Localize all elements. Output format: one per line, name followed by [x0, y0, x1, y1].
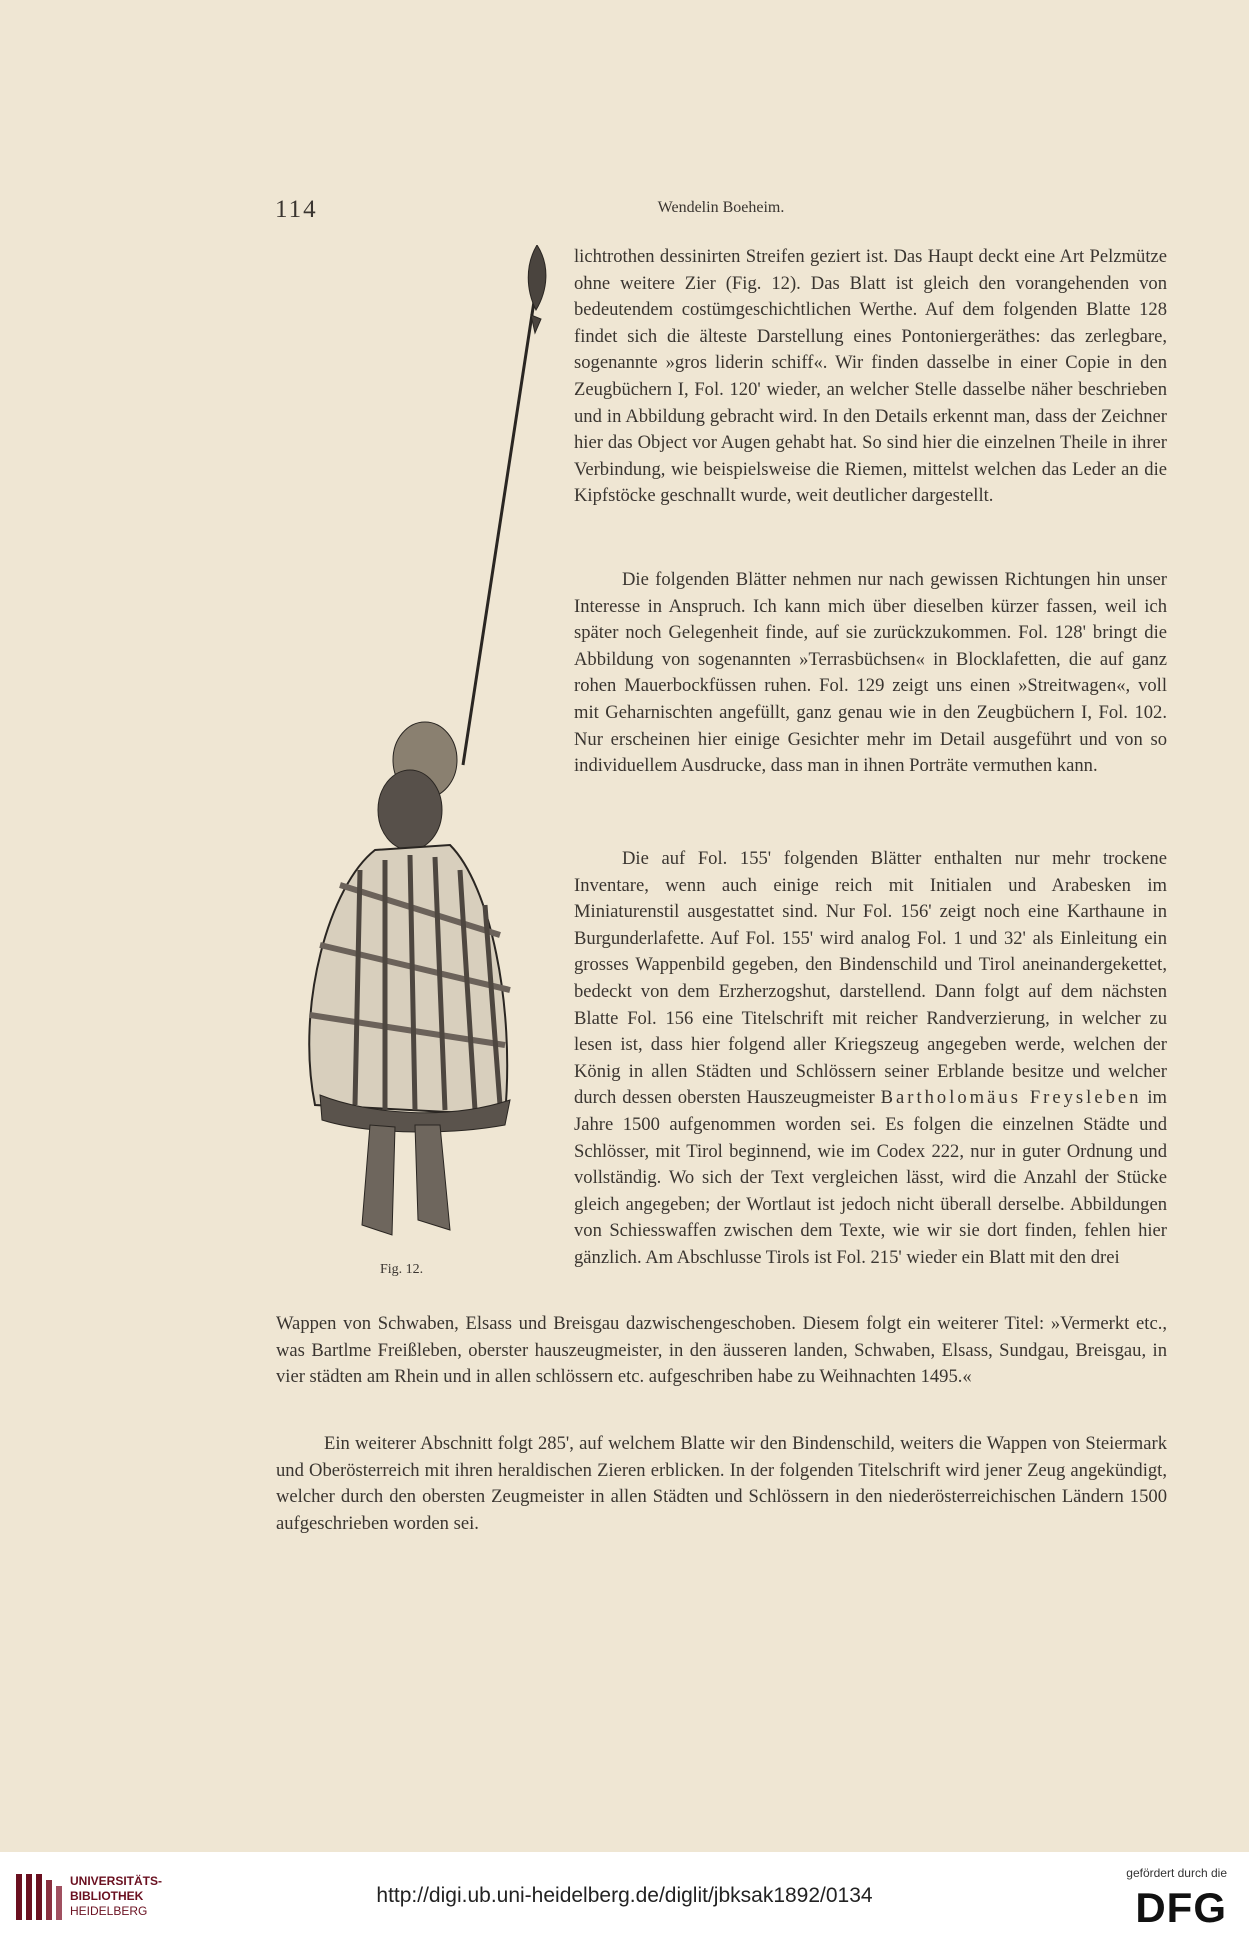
paragraph-3	[574, 846, 1167, 1272]
permalink-url[interactable]: http://digi.ub.uni-heidelberg.de/diglit/jbksak1892/0134	[376, 1884, 873, 1907]
paragraph-1: lichtrothen dessinirten Streifen geziert ist. Das Haupt deckt eine Art Pelzmütze ohne weitere Zier (Fig. 12). Das Blatt ist gleich den vorangehenden von bedeutendem costümgeschichtlichen Werthe. Auf dem folgenden Blatte 128 findet sich die älteste Darstellung eines Pontoniergeräthes: das zerlegbare, sogenannte »gros liderin schiff«. Wir finden dasselbe in einer Copie in den Zeugbüchern I, Fol. 120' wieder, an welcher Stelle dasselbe näher beschrieben und in Abbildung gebracht wird. In den Details erkennt man, dass der Zeichner hier das Object vor Augen gehabt hat. So sind hier die einzelnen Theile in ihrer Verbindung, wie beispielsweise die Riemen, mittelst welchen das Leder an die Kipfstöcke geschnallt wurde, weit deutlicher dargestellt.	[574, 246, 1167, 507]
library-name-line-2: BIBLIOTHEK	[70, 1889, 144, 1903]
footer-bar	[0, 1852, 1249, 1940]
running-title: Wendelin Boeheim.	[657, 199, 785, 216]
library-name-line-3: HEIDELBERG	[70, 1904, 148, 1918]
figure-caption: Fig. 12.	[380, 1262, 424, 1277]
paragraph-3-text-b: im Jahre 1500 aufgenommen worden sei. Es folgen die einzelnen Städte und Schlösser, mit Tirol beginnend, wie im Codex 222, nur in guter Ordnung und vollständig. Wo sich der Text vergleichen lässt, wird die Anzahl der Stücke gleich angegeben; der Wortlaut ist jedoch nicht überall derselbe. Abbildungen von Schiesswaffen zwischen dem Texte, wie wir sie dort finden, fehlen hier gänzlich. Am Abschlusse Tirols ist Fol. 215' wieder ein Blatt mit den drei	[574, 1087, 1167, 1268]
paragraph-3-continued: Wappen von Schwaben, Elsass und Breisgau dazwischengeschoben. Diesem folgt ein weiterer Titel: »Vermerkt etc., was Bartlme Freißleben, oberster hauszeugmeister, in den äusseren landen, Schwaben, Elsass, Sundgau, Breisgau, in vier städten am Rhein und in allen schlössern etc. aufgeschriben habe zu Weihnachten 1495.«	[276, 1313, 1167, 1388]
person-name: Bartholomäus Freysleben	[880, 1087, 1142, 1109]
funding-label: gefördert durch die	[1126, 1866, 1227, 1880]
paragraph-2: Die folgenden Blätter nehmen nur nach gewissen Richtungen hin unser Interesse in Anspruch. Ich kann mich über dieselben kürzer fassen, weil ich später noch Gelegenheit finde, auf sie zurückzukommen. Fol. 128' bringt die Abbildung von sogenannten »Terrasbüchsen« in Blocklafetten, die auf ganz rohen Mauerbockfüssen ruhen. Fol. 129 zeigt uns einen »Streitwagen«, voll mit Geharnischten angefüllt, ganz genau wie in den Zeugbüchern I, Fol. 102. Nur erscheinen hier einige Gesichter mehr im Detail ausgeführt und von so individuellem Ausdrucke, dass man in ihnen Porträte vermuthen kann.	[574, 569, 1167, 777]
paragraph-3-text-a: Die auf Fol. 155' folgenden Blätter enthalten nur mehr trockene Inventare, wenn auch einige reich mit Initialen und Arabesken im Miniaturenstil ausgestattet sind. Nur Fol. 156' zeigt noch eine Karthaune in Burgunderlafette. Auf Fol. 155' wird analog Fol. 1 und 32' als Einleitung ein grosses Wappenbild gegeben, den Bindenschild und Tirol aneinandergekettet, bedeckt von dem Erzherzogshut, darstellend. Dann folgt auf dem nächsten Blatte Fol. 156 eine Titelschrift mit reicher Randverzierung, in welcher zu lesen ist, dass hier folgend aller Kriegszeug angegeben werde, welchen der König in allen Städten und Schlössern seiner Erblande besitze und welcher durch dessen obersten Hauszeugmeister	[574, 848, 1167, 1109]
page-number: 114	[275, 196, 318, 223]
halberdier-illustration	[300, 245, 560, 1245]
page-header	[275, 196, 1167, 222]
dfg-logo[interactable]: DFG	[1135, 1884, 1227, 1931]
paragraph-4: Ein weiterer Abschnitt folgt 285', auf welchem Blatte wir den Bindenschild, weiters die Wappen von Steiermark und Oberösterreich mit ihren heraldischen Zieren erblicken. In der folgenden Titelschrift wird jener Zeug angekündigt, welcher durch den obersten Zeugmeister in allen Städten und Schlössern in den niederösterreichischen Ländern 1500 aufgeschrieben worden sei.	[276, 1433, 1167, 1534]
library-name-line-1: UNIVERSITÄTS-	[70, 1874, 163, 1888]
